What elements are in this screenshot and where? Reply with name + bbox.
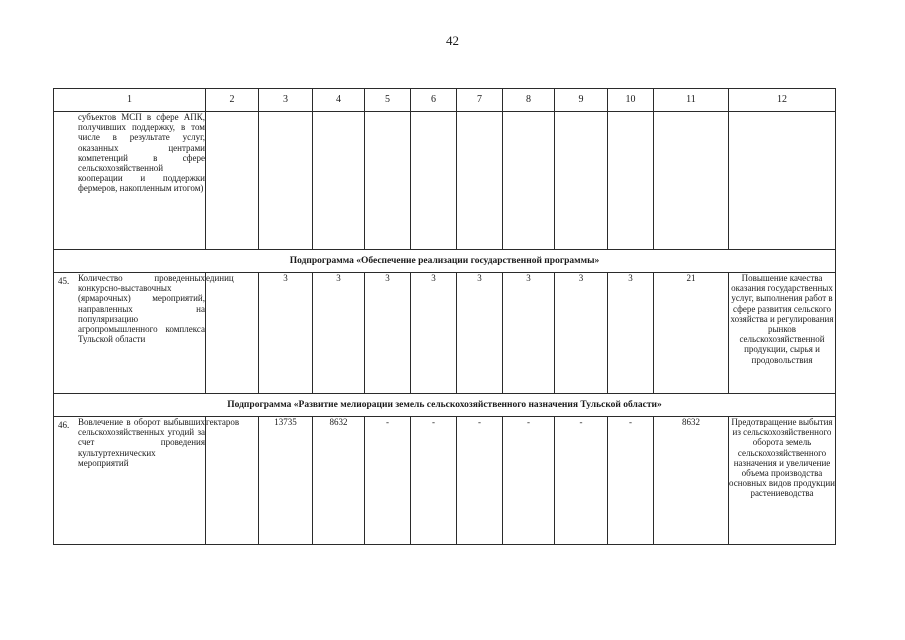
empty-cell bbox=[555, 112, 608, 250]
empty-cell bbox=[411, 112, 457, 250]
value-cell: - bbox=[608, 417, 654, 545]
row-number: 45. bbox=[58, 276, 70, 286]
table-row bbox=[54, 417, 836, 545]
value-cell: 21 bbox=[654, 273, 729, 394]
table-row bbox=[54, 112, 836, 250]
value-cell: 3 bbox=[259, 273, 313, 394]
subprogram-row bbox=[54, 250, 836, 273]
empty-cell bbox=[503, 112, 555, 250]
empty-cell bbox=[654, 112, 729, 250]
header-cell: 1 bbox=[54, 89, 206, 112]
header-cell: 10 bbox=[608, 89, 654, 112]
empty-cell bbox=[365, 112, 411, 250]
empty-cell bbox=[608, 112, 654, 250]
subprogram-row bbox=[54, 394, 836, 417]
result-cell: Повышение качества оказания государственных услуг, выполнения работ в сфере развития сельского хозяйства и регулирования рынков сельскохозяйственной продукции, сырья и продовольствия bbox=[729, 273, 836, 394]
value-cell: 3 bbox=[365, 273, 411, 394]
value-cell: 8632 bbox=[654, 417, 729, 545]
result-cell: Предотвращение выбытия из сельскохозяйственного оборота земель сельскохозяйственного назначения и увеличение объема производства основных видов продукции растениеводства bbox=[729, 417, 836, 545]
empty-cell bbox=[729, 112, 836, 250]
header-cell: 5 bbox=[365, 89, 411, 112]
subprogram-title: Подпрограмма «Развитие мелиорации земель сельскохозяйственного назначения Тульской области» bbox=[54, 394, 836, 417]
value-cell: 3 bbox=[411, 273, 457, 394]
header-cell: 3 bbox=[259, 89, 313, 112]
empty-cell bbox=[313, 112, 365, 250]
row-number: 46. bbox=[58, 420, 70, 430]
value-cell: 8632 bbox=[313, 417, 365, 545]
empty-cell bbox=[457, 112, 503, 250]
indicator-name-cell bbox=[54, 112, 206, 250]
page-number: 42 bbox=[446, 33, 459, 48]
header-cell: 8 bbox=[503, 89, 555, 112]
table-row bbox=[54, 273, 836, 394]
unit-cell: гектаров bbox=[206, 417, 259, 545]
subprogram-title: Подпрограмма «Обеспечение реализации государственной программы» bbox=[54, 250, 836, 273]
unit-cell: единиц bbox=[206, 273, 259, 394]
value-cell: 3 bbox=[457, 273, 503, 394]
value-cell: - bbox=[411, 417, 457, 545]
value-cell: - bbox=[365, 417, 411, 545]
indicator-name: субъектов МСП в сфере АПК, получивших поддержку, в том числе в результате услуг, оказанных центрами компетенций в сфере сельскохозяйственной кооперации и поддержки фермеров, накопленным итогом) bbox=[78, 112, 205, 194]
header-cell: 7 bbox=[457, 89, 503, 112]
value-cell: 3 bbox=[608, 273, 654, 394]
header-cell: 2 bbox=[206, 89, 259, 112]
header-cell: 9 bbox=[555, 89, 608, 112]
indicator-name: Количество проведенных конкурсно-выставочных (ярмарочных) мероприятий, направленных на популяризацию агропромышленного комплекса Тульской области bbox=[78, 273, 205, 345]
indicator-name-cell bbox=[54, 273, 206, 394]
header-cell: 4 bbox=[313, 89, 365, 112]
value-cell: - bbox=[457, 417, 503, 545]
value-cell: 3 bbox=[503, 273, 555, 394]
header-cell: 6 bbox=[411, 89, 457, 112]
empty-cell bbox=[206, 112, 259, 250]
value-cell: - bbox=[503, 417, 555, 545]
indicator-name-cell bbox=[54, 417, 206, 545]
header-cell: 12 bbox=[729, 89, 836, 112]
empty-cell bbox=[259, 112, 313, 250]
indicators-table bbox=[53, 88, 836, 545]
header-cell: 11 bbox=[654, 89, 729, 112]
value-cell: - bbox=[555, 417, 608, 545]
value-cell: 3 bbox=[313, 273, 365, 394]
indicator-name: Вовлечение в оборот выбывших сельскохозяйственных угодий за счет проведения культуртехнических мероприятий bbox=[78, 417, 205, 468]
header-row bbox=[54, 89, 836, 112]
value-cell: 13735 bbox=[259, 417, 313, 545]
value-cell: 3 bbox=[555, 273, 608, 394]
